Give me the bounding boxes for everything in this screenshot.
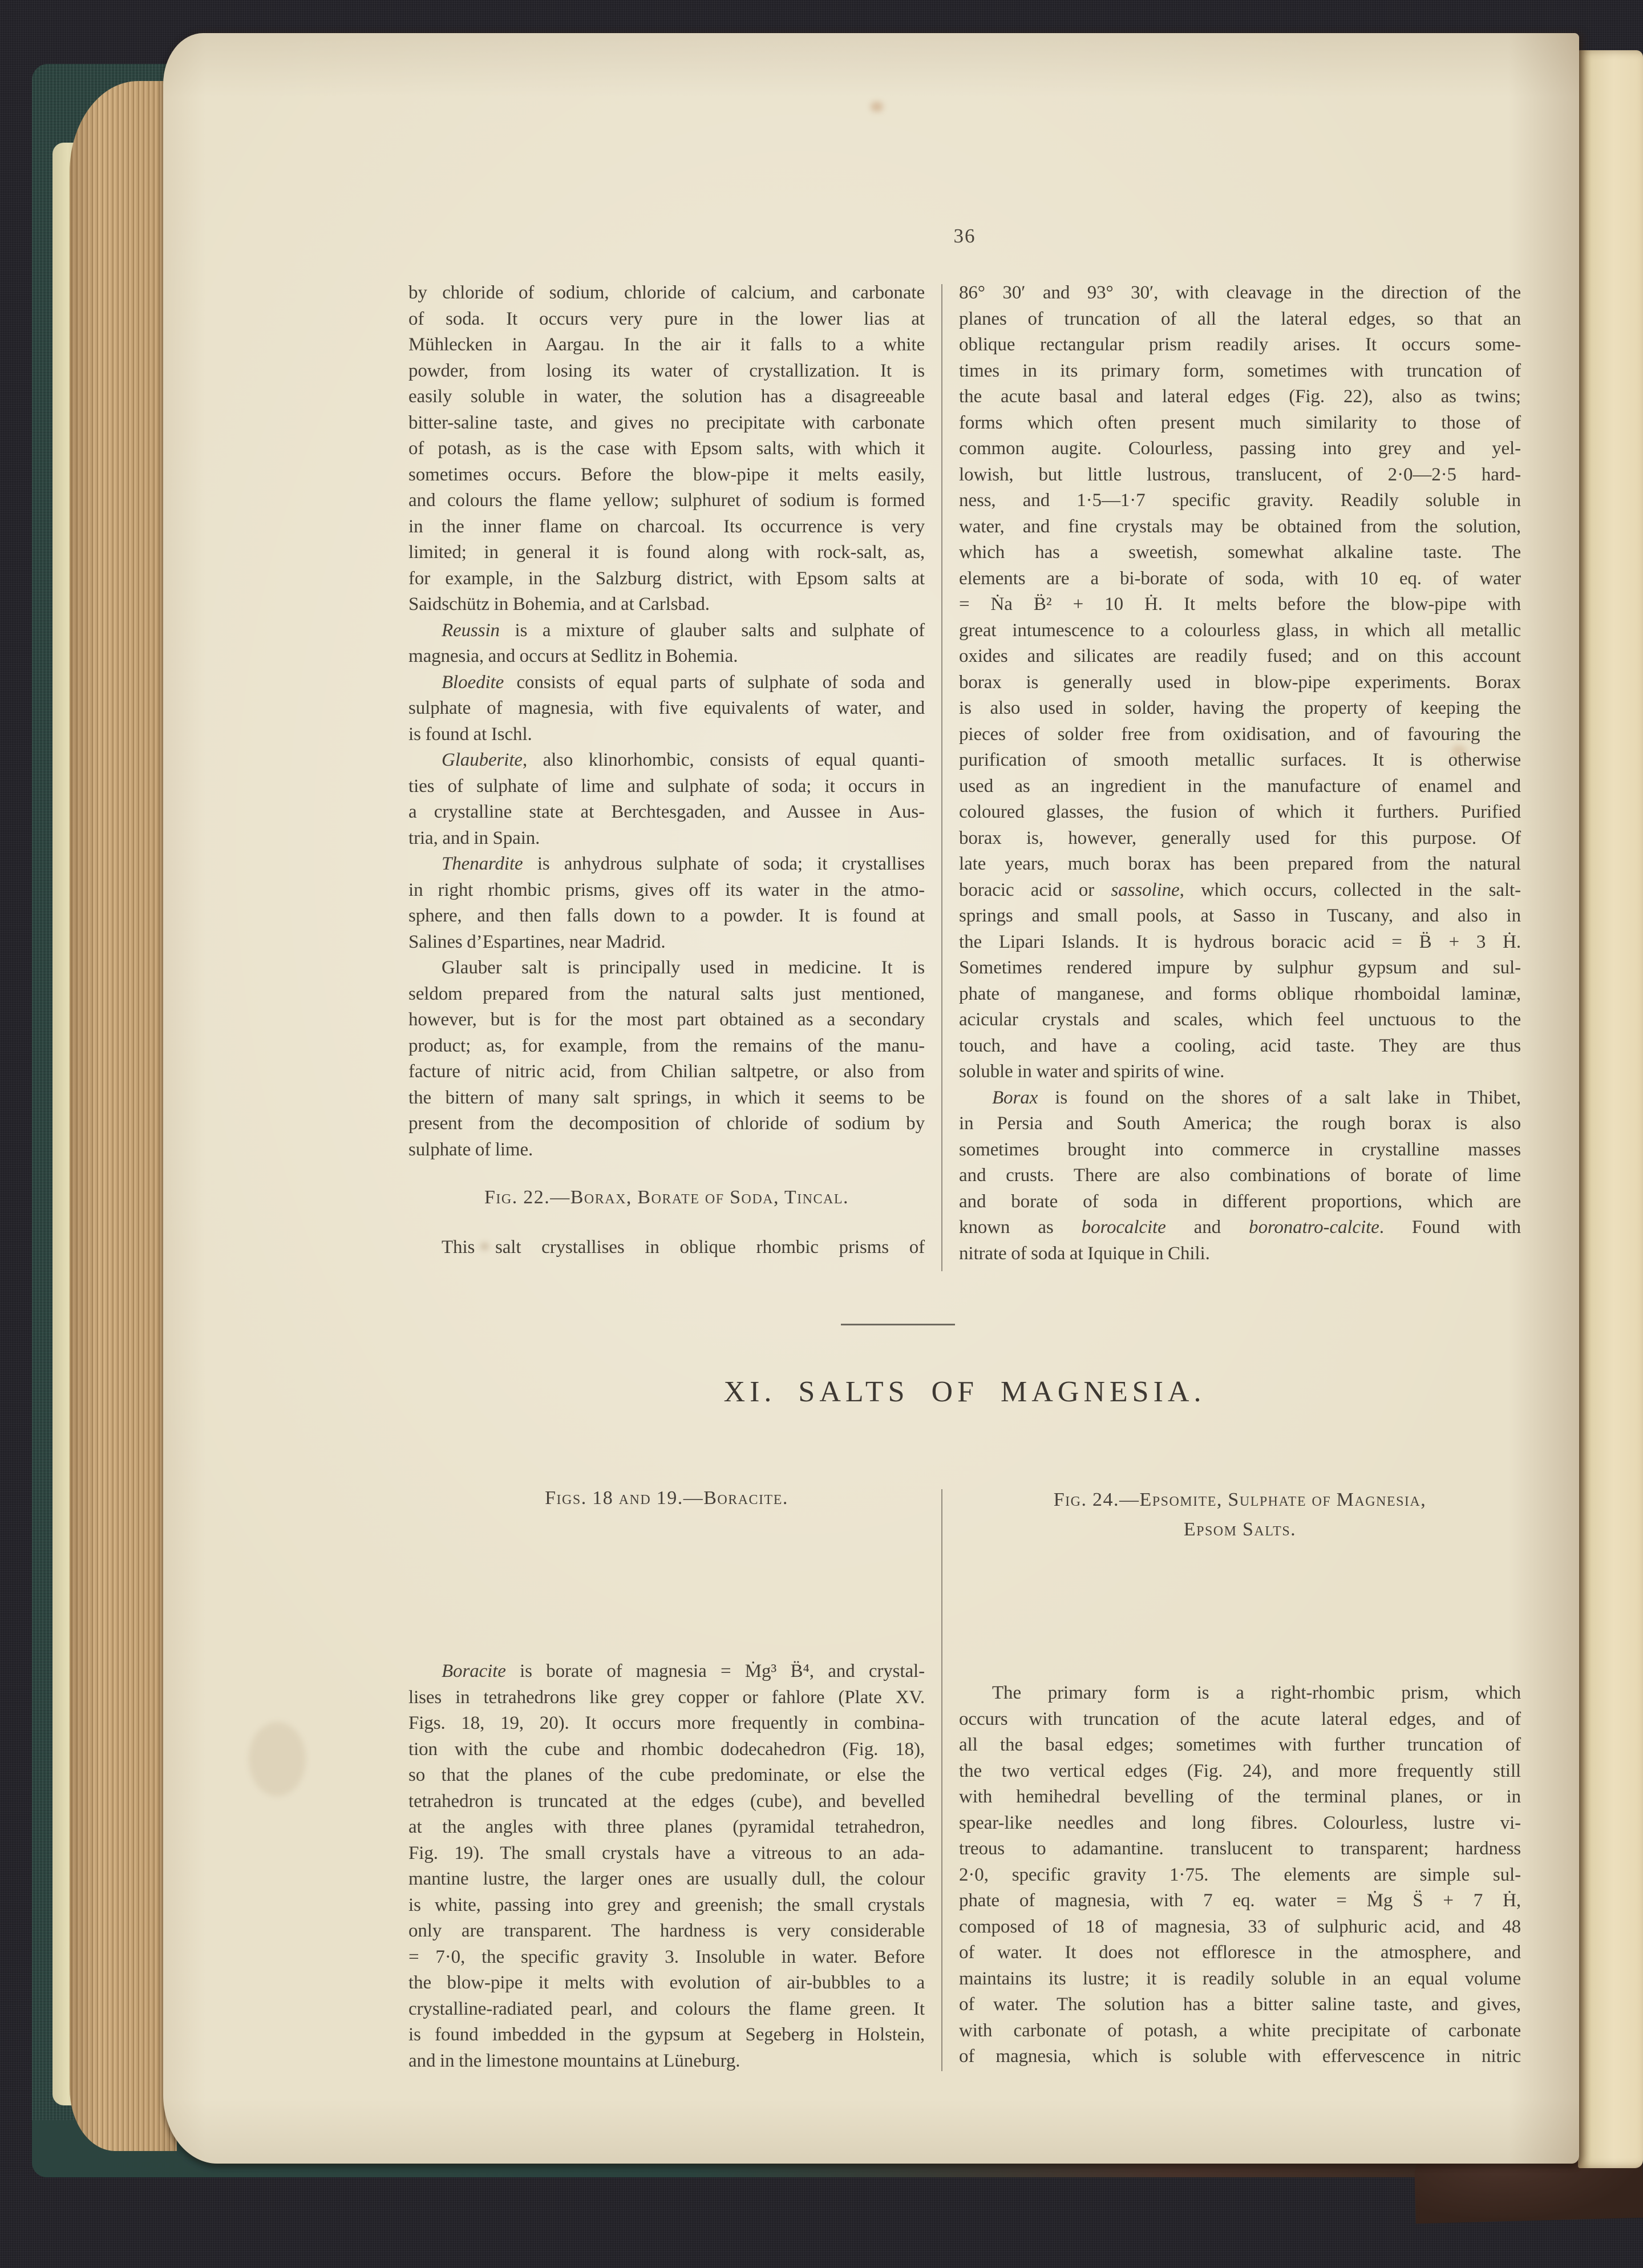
text-line [408,851,925,878]
text-line: Figs. 18, 19, 20). It occurs more frequently in combina- [408,1713,925,1733]
text-line: present from the decomposition of chloride of sodium by [408,1113,925,1134]
text-line: crystalline-radiated pearl, and colours the flame green. It [408,1998,925,2019]
bottom-right-column [959,1485,1521,2074]
text-line: nitrate of soda at Iquique in Chili. [959,1243,1210,1264]
text-line: tetrahedron is truncated at the edges (cube), and bevelled [408,1790,925,1812]
text-run: , also klinorhombic, consists of equal quanti- [522,750,925,770]
italic-text-run: Reussin [442,620,500,641]
italic-text-run: Glauberite [442,750,523,770]
text-line: 86° 30′ and 93° 30′, with cleavage in the direction of the [959,282,1521,303]
text-run: boracic acid or [959,879,1111,900]
text-line: used as an ingredient in the manufacture of enamel and [959,775,1521,797]
text-line: mantine lustre, the larger ones are usually dull, the colour [408,1869,925,1889]
text-line: with hemihedral bevelling of the terminal planes, or in [959,1786,1521,1807]
italic-text-run: Borax [992,1087,1038,1108]
text-line: is found at Ischl. [408,723,532,745]
text-line: lowish, but little lustrous, translucent, of 2·0—2·5 hard- [959,464,1521,485]
text-line: late years, much borax has been prepared from the natural [959,854,1521,874]
text-line: purification of smooth metallic surfaces. It is otherwise [959,750,1521,770]
separator-rule [841,1324,955,1325]
text-line: sphere, and then falls down to a powder. It is found at [408,905,925,926]
text-line: phate of manganese, and forms oblique rhomboidal laminæ, [959,983,1521,1004]
text-line: in right rhombic prisms, gives off its water in the atmo- [408,879,925,900]
text-line: powder, from losing its water of crystallization. It is [408,360,925,381]
text-line: borax is, however, generally used for this purpose. Of [959,827,1521,848]
paragraph-lines [408,280,925,1163]
text-line: limited; in general it is found along with rock-salt, as, [408,542,925,563]
text-line: and in the limestone mountains at Lüneburg. [408,2050,740,2071]
italic-text-run: sassoline [1111,879,1180,900]
text-line: maintains its lustre; it is readily soluble in an equal volume [959,1968,1521,1989]
text-line: oxides and silicates are readily fused; and on this account [959,646,1521,666]
text-line [408,1659,925,1685]
text-line: however, but is for the most part obtained as a secondary [408,1009,925,1030]
text-line: = Ṅa B̈² + 10 Ḣ. It melts before the blow-pipe with [959,594,1521,614]
text-run: and [1166,1217,1249,1238]
figure-caption: Fig. 24.—Epsomite, Sulphate of Magnesia, [1053,1489,1427,1510]
text-line [408,670,925,696]
italic-text-run: boronatro-calcite [1249,1217,1379,1238]
text-line [408,747,925,774]
text-line: common augite. Colourless, passing into grey and yel- [959,438,1521,459]
paper-stain [249,1722,306,1796]
text-line: a crystalline state at Berchtesgaden, and Aussee in Aus- [408,802,925,822]
text-line: Mühlecken in Aargau. In the air it falls to a white [408,334,925,355]
italic-text-run: Boracite [442,1661,506,1681]
text-line: with carbonate of potash, a white precipitate of carbonate [959,2020,1521,2041]
text-line: elements are a bi-borate of soda, with 10 eq. of water [959,568,1521,589]
text-line: of potash, as is the case with Epsom salts, with which it [408,438,925,459]
text-line: only are transparent. The hardness is very considerable [408,1921,925,1941]
text-line: and crusts. There are also combinations of borate of lime [959,1165,1521,1186]
bottom-left-column [408,1485,925,2074]
italic-text-run: Thenardite [442,854,523,874]
text-line: facture of nitric acid, from Chilian saltpetre, or also from [408,1061,925,1082]
text-line: seldom prepared from the natural salts just mentioned, [408,983,925,1004]
text-run: is borate of magnesia = Ṁg³ B̈⁴, and crystal- [505,1661,925,1681]
text-line: Saidschütz in Bohemia, and at Carlsbad. [408,594,710,614]
text-line: lises in tetrahedrons like grey copper or fahlore (Plate XV. [408,1687,925,1708]
text-line: treous to adamantine. translucent to transparent; hardness [959,1838,1521,1859]
text-line: by chloride of sodium, chloride of calcium, and carbonate [408,282,925,303]
text-line: the blow-pipe it melts with evolution of air-bubbles to a [408,1972,925,1993]
text-line: and colours the flame yellow; sulphuret of sodium is formed [408,490,925,511]
text-line: of water. It does not effloresce in the atmosphere, and [959,1942,1521,1963]
text-line: sulphate of magnesia, with five equivalents of water, and [408,698,925,718]
italic-text-run: borocalcite [1081,1217,1166,1238]
italic-text-run: Bloedite [442,672,504,693]
text-line: which has a sweetish, somewhat alkaline taste. The [959,542,1521,563]
text-line: sometimes occurs. Before the blow-pipe it melts easily, [408,464,925,485]
text-line: Fig. 19). The small crystals have a vitreous to an ada- [408,1842,925,1863]
text-run: consists of equal parts of sulphate of soda and [504,672,925,693]
text-line: the two vertical edges (Fig. 24), and more frequently still [959,1760,1521,1781]
text-line: water, and fine crystals may be obtained from the solution, [959,516,1521,537]
text-line: bitter-saline taste, and gives no precipitate with carbonate [408,412,925,433]
text-line: tria, and in Spain. [408,827,540,848]
page-number: 36 [953,225,976,247]
text-run: is found on the shores of a salt lake in Thibet, [1038,1087,1521,1108]
text-line: sulphate of lime. [408,1139,533,1160]
paragraph-lines [959,1680,1521,2070]
paragraph-lines [408,1235,925,1261]
page-edge-stack [70,81,177,2151]
text-line: spear-like needles and long fibres. Colourless, lustre vi- [959,1812,1521,1833]
text-line [408,618,925,644]
text-line: This salt crystallises in oblique rhombic prisms of [442,1237,925,1258]
text-line: great intumescence to a colourless glass, in which all metallic [959,620,1521,641]
figure-caption: Fig. 22.—Borax, Borate of Soda, Tincal. [484,1187,849,1208]
text-line: occurs with truncation of the acute lateral edges, and of [959,1708,1521,1729]
text-line: of soda. It occurs very pure in the lower lias at [408,308,925,329]
top-right-column [959,280,1521,1267]
top-left-column [408,280,925,1267]
text-line [959,878,1521,904]
text-line: acicular crystals and scales, which feel unctuous to the [959,1009,1521,1030]
text-line: forms which often present much similarity to those of [959,412,1521,433]
text-line: phate of magnesia, with 7 eq. water = Ṁg S̈ + 7 Ḣ, [959,1890,1521,1911]
text-run: , which occurs, collected in the salt- [1179,879,1521,900]
text-line: composed of 18 of magnesia, 33 of sulphuric acid, and 48 [959,1916,1521,1937]
text-line: borax is generally used in blow-pipe experiments. Borax [959,672,1521,693]
text-line: ties of sulphate of lime and sulphate of soda; it occurs in [408,775,925,797]
text-line: of water. The solution has a bitter saline taste, and gives, [959,1994,1521,2015]
text-line: oblique rectangular prism readily arises. It occurs some- [959,334,1521,355]
text-line [959,1215,1521,1241]
book-page [163,33,1579,2164]
text-line: at the angles with three planes (pyramidal tetrahedron, [408,1817,925,1837]
text-line: all the basal edges; sometimes with further truncation of [959,1735,1521,1755]
text-line: soluble in water and spirits of wine. [959,1061,1225,1082]
text-line: magnesia, and occurs at Sedlitz in Bohemia. [408,646,738,666]
text-line: ness, and 1·5—1·7 specific gravity. Readily soluble in [959,490,1521,511]
text-line: times in its primary form, sometimes with truncation of [959,360,1521,381]
text-run: is anhydrous sulphate of soda; it crystallises [523,854,925,874]
text-line: so that the planes of the cube predominate, or else the [408,1765,925,1785]
text-line: Glauber salt is principally used in medicine. It is [442,957,925,978]
paragraph-lines [408,1659,925,2074]
text-line: the Lipari Islands. It is hydrous boracic acid = B̈ + 3 Ḣ. [959,931,1521,952]
text-line: = 7·0, the specific gravity 3. Insoluble in water. Before [408,1946,925,1967]
text-line: The primary form is a right-rhombic prism, which [992,1683,1521,1703]
text-line: tion with the cube and rhombic dodecahedron (Fig. 18), [408,1739,925,1760]
figure-caption: Figs. 18 and 19.—Boracite. [545,1487,788,1509]
text-run: . Found with [1379,1217,1521,1238]
text-run: is a mixture of glauber salts and sulphate of [499,620,925,641]
text-line: for example, in the Salzburg district, with Epsom salts at [408,568,925,589]
text-line: of magnesia, which is soluble with effervescence in nitric [959,2046,1521,2067]
text-line: 2·0, specific gravity 1·75. The elements are simple sul- [959,1864,1521,1885]
text-line: is found imbedded in the gypsum at Segeberg in Holstein, [408,2024,925,2045]
text-line: product; as, for example, from the remains of the manu- [408,1035,925,1056]
paragraph-lines [959,280,1521,1267]
text-line: springs and small pools, at Sasso in Tuscany, and also in [959,905,1521,926]
text-line: is white, passing into grey and greenish; the small crystals [408,1894,925,1915]
text-line: Sometimes rendered impure by sulphur gypsum and sul- [959,957,1521,978]
text-line: planes of truncation of all the lateral edges, so that an [959,308,1521,329]
text-line: touch, and have a cooling, acid taste. They are thus [959,1035,1521,1056]
text-line: is also used in solder, having the property of keeping the [959,698,1521,718]
section-heading: XI. SALTS OF MAGNESIA. [723,1376,1206,1408]
paper-stain [871,102,883,112]
figure-caption: Epsom Salts. [1183,1519,1297,1540]
text-line: sometimes brought into commerce in crystalline masses [959,1139,1521,1160]
text-line: coloured glasses, the fusion of which it furthers. Purified [959,802,1521,822]
text-line: pieces of solder free from oxidisation, and of favouring the [959,723,1521,745]
next-page-edge [1578,50,1643,2168]
text-run: known as [959,1217,1082,1238]
text-line: the bittern of many salt springs, in which it seems to be [408,1087,925,1108]
text-line [959,1085,1521,1111]
text-line: and borate of soda in different proportions, which are [959,1191,1521,1212]
text-line: Salines d’Espartines, near Madrid. [408,931,666,952]
text-line: the acute basal and lateral edges (Fig. 22), also as twins; [959,386,1521,407]
bottom-columns [408,1485,1521,2074]
top-columns [408,280,1521,1267]
text-line: in the inner flame on charcoal. Its occurrence is very [408,516,925,537]
text-line: easily soluble in water, the solution has a disagreeable [408,386,925,407]
text-line: in Persia and South America; the rough borax is also [959,1113,1521,1134]
